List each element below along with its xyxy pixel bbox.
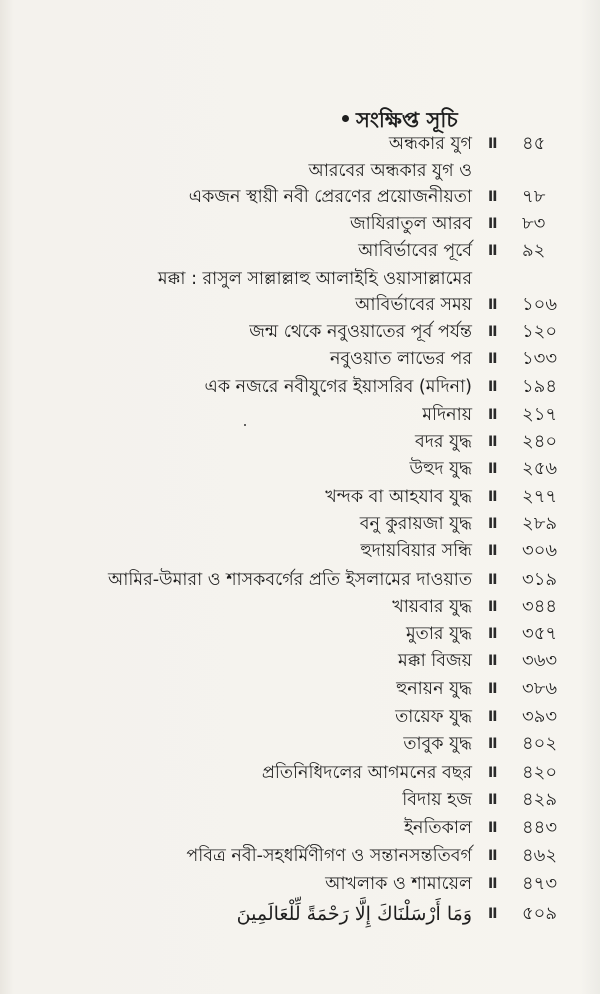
toc-entry-title: খায়বার যুদ্ধ [392, 597, 472, 617]
toc-entry-title: আমির-উমারা ও শাসকবর্গের প্রতি ইসলামের দাওয়াত [107, 570, 472, 590]
toc-entry-title: তায়েফ যুদ্ধ [395, 707, 472, 727]
toc-separator: II [488, 626, 497, 642]
toc-entry-title: তাবুক যুদ্ধ [403, 734, 472, 754]
toc-page-number: ২৭৭ [522, 486, 558, 507]
toc-page-number: ২৪০ [522, 431, 558, 452]
toc-separator: II [488, 516, 497, 532]
toc-page-number: ৩৬৩ [522, 650, 558, 671]
toc-page-number: ৪৪৩ [522, 817, 558, 838]
toc-page-number: ৯২ [522, 240, 546, 261]
toc-entry-title: আবির্ভাবের সময় [355, 295, 472, 315]
toc-entry-title: হুনায়ন যুদ্ধ [396, 679, 472, 699]
toc-page-number: ১৩৩ [522, 348, 558, 369]
toc-entry-title: ইনতিকাল [403, 818, 472, 838]
toc-entry-title: নবুওয়াত লাভের পর [329, 349, 472, 369]
toc-page-number: ৫০৯ [522, 903, 558, 924]
toc-separator: II [488, 489, 497, 505]
print-speck [244, 424, 246, 426]
toc-entry-title: উহুদ যুদ্ধ [409, 459, 472, 479]
toc-separator: II [488, 820, 497, 836]
toc-separator: II [488, 136, 497, 152]
toc-entry-title: একজন স্থায়ী নবী প্রেরণের প্রয়োজনীয়তা [188, 187, 472, 207]
toc-entry-title: মুতার যুদ্ধ [405, 624, 472, 644]
toc-separator: II [488, 876, 497, 892]
toc-page-number: ৩৮৬ [522, 678, 558, 699]
toc-page-number: ৪৭৩ [522, 873, 558, 894]
toc-separator: II [488, 379, 497, 395]
toc-separator: II [488, 736, 497, 752]
toc-separator: II [488, 709, 497, 725]
toc-page-number: ৩৪৪ [522, 596, 558, 617]
toc-separator: II [488, 461, 497, 477]
toc-entry-title: আরবের অন্ধকার যুগ ও [308, 161, 472, 181]
toc-separator: II [488, 324, 497, 340]
toc-entry-title: আখলাক ও শামায়েল [325, 874, 472, 894]
toc-page-number: ১০৬ [522, 294, 558, 315]
toc-entry-title: জাযিরাতুল আরব [349, 214, 472, 234]
toc-entry-title: জন্ম থেকে নবুওয়াতের পূর্ব পর্যন্ত [249, 322, 472, 342]
toc-page-number: ৩৯৩ [522, 706, 558, 727]
toc-page-number: ৮৩ [522, 213, 546, 234]
toc-entry-title: এক নজরে নবীযুগের ইয়াসরিব (মদিনা) [204, 377, 472, 397]
toc-separator: II [488, 848, 497, 864]
bullet-icon [342, 115, 349, 122]
toc-page-number: ৪০২ [522, 733, 558, 754]
toc-page-number: ৩৫৭ [522, 623, 558, 644]
toc-title-text: সংক্ষিপ্ত সূচি [356, 108, 458, 132]
toc-page-number: ৭৮ [522, 186, 546, 207]
toc-separator: II [488, 906, 497, 922]
toc-entry-title: পবিত্র নবী-সহধর্মিণীগণ ও সন্তানসন্ততিবর্গ [186, 846, 472, 866]
toc-page-number: ৪২৯ [522, 789, 558, 810]
toc-page-number: ১২০ [522, 321, 558, 342]
toc-separator: II [488, 572, 497, 588]
toc-separator: II [488, 681, 497, 697]
toc-separator: II [488, 407, 497, 423]
toc-entry-title: হুদায়বিয়ার সন্ধি [360, 541, 472, 561]
toc-separator: II [488, 189, 497, 205]
toc-separator: II [488, 243, 497, 259]
toc-entry-title: মক্কা : রাসুল সাল্লাল্লাহু আলাইহি ওয়াসাল্লামের [157, 269, 472, 289]
toc-separator: II [488, 351, 497, 367]
toc-separator: II [488, 297, 497, 313]
toc-page-number: ৪৬২ [522, 845, 558, 866]
toc-page-number: ২৫৬ [522, 458, 558, 479]
toc-entry-title: প্রতিনিধিদলের আগমনের বছর [261, 763, 472, 783]
toc-separator: II [488, 216, 497, 232]
toc-page-number: ৩০৬ [522, 540, 558, 561]
toc-page-number: ১৯৪ [522, 376, 558, 397]
toc-entry-title: অন্ধকার যুগ [388, 134, 472, 154]
toc-page-number: ৪৫ [522, 133, 546, 154]
toc-entry-title: খন্দক বা আহযাব যুদ্ধ [325, 487, 472, 507]
toc-separator: II [488, 792, 497, 808]
toc-entry-title: মক্কা বিজয় [398, 651, 472, 671]
toc-page-number: ২৮৯ [522, 513, 558, 534]
toc-entry-title: বনু কুরায়জা যুদ্ধ [359, 514, 472, 534]
toc-page-number: ৩১৯ [522, 569, 558, 590]
toc-page-number: ২১৭ [522, 404, 558, 425]
toc-separator: II [488, 765, 497, 781]
toc-separator: II [488, 434, 497, 450]
toc-entry-title: আবির্ভাবের পূর্বে [358, 241, 472, 261]
toc-separator: II [488, 653, 497, 669]
toc-separator: II [488, 543, 497, 559]
toc-entry-title: মদিনায় [422, 405, 472, 425]
toc-entry-title: বিদায় হজ [402, 790, 472, 810]
toc-page-number: ৪২০ [522, 762, 558, 783]
toc-entry-title: وَمَا أَرْسَلْنَاكَ إِلَّا رَحْمَةً لِّلْعَالَمِينَ [236, 903, 472, 925]
toc-separator: II [488, 599, 497, 615]
toc-entry-title: বদর যুদ্ধ [414, 432, 472, 452]
